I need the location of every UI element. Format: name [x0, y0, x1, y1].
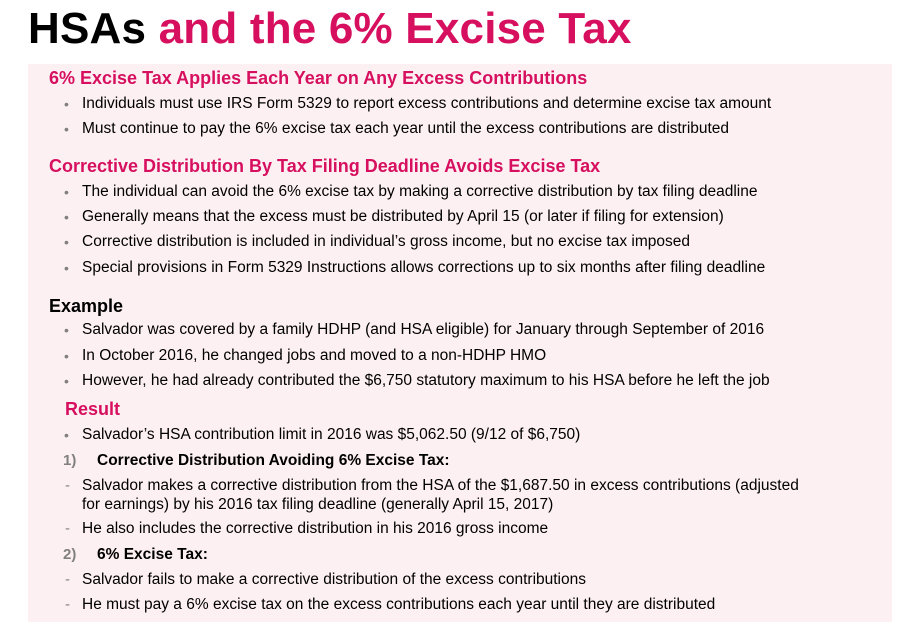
bullet-text: Salvador was covered by a family HDHP (and HSA eligible) for January through September of 2016 — [82, 321, 765, 338]
option-number: 1) — [63, 452, 77, 469]
dash-text: He also includes the corrective distribution in his 2016 gross income — [82, 520, 549, 537]
dash-text: He must pay a 6% excise tax on the excess contributions each year until they are distributed — [82, 596, 716, 613]
bullet-text: Generally means that the excess must be distributed by April 15 (or later if filing for extension) — [82, 208, 724, 225]
bullet-marker: • — [64, 209, 69, 225]
section-heading-corrective-distribution: Corrective Distribution By Tax Filing Deadline Avoids Excise Tax — [49, 156, 601, 176]
option-number: 2) — [63, 546, 77, 563]
bullet-marker: • — [64, 427, 69, 443]
dash-marker: - — [65, 520, 70, 537]
title-part-hsas: HSAs — [28, 4, 147, 53]
option-label-corrective-distribution: Corrective Distribution Avoiding 6% Excise Tax: — [97, 452, 450, 469]
option-label-excise-tax: 6% Excise Tax: — [97, 546, 208, 563]
bullet-text: Must continue to pay the 6% excise tax each year until the excess contributions are distributed — [82, 120, 730, 137]
page-title — [28, 2, 632, 56]
title-part-excise-tax: and the 6% Excise Tax — [158, 4, 632, 53]
dash-text-continued: for earnings) by his 2016 tax filing deadline (generally April 15, 2017) — [82, 496, 554, 513]
bullet-text: However, he had already contributed the $6,750 statutory maximum to his HSA before he left the job — [82, 372, 770, 389]
bullet-text: Corrective distribution is included in individual’s gross income, but no excise tax imposed — [82, 233, 690, 250]
dash-marker: - — [65, 571, 70, 588]
result-heading: Result — [65, 399, 121, 419]
dash-marker: - — [65, 477, 70, 494]
example-heading: Example — [49, 296, 124, 316]
bullet-text: Salvador’s HSA contribution limit in 2016 was $5,062.50 (9/12 of $6,750) — [82, 426, 581, 443]
bullet-marker: • — [64, 348, 69, 364]
bullet-marker: • — [64, 373, 69, 389]
bullet-marker: • — [64, 260, 69, 276]
section-heading-excise-tax: 6% Excise Tax Applies Each Year on Any Excess Contributions — [49, 68, 588, 88]
dash-text: Salvador makes a corrective distribution from the HSA of the $1,687.50 in excess contributions (adjusted — [82, 477, 799, 494]
bullet-marker: • — [64, 96, 69, 112]
bullet-text: Individuals must use IRS Form 5329 to report excess contributions and determine excise tax amount — [82, 95, 772, 112]
dash-text: Salvador fails to make a corrective distribution of the excess contributions — [82, 571, 586, 588]
dash-marker: - — [65, 596, 70, 613]
bullet-marker: • — [64, 322, 69, 338]
bullet-marker: • — [64, 121, 69, 137]
bullet-marker: • — [64, 234, 69, 250]
bullet-text: In October 2016, he changed jobs and moved to a non-HDHP HMO — [82, 347, 547, 364]
bullet-marker: • — [64, 184, 69, 200]
bullet-text: The individual can avoid the 6% excise tax by making a corrective distribution by tax filing deadline — [82, 183, 758, 200]
bullet-text: Special provisions in Form 5329 Instructions allows corrections up to six months after filing deadline — [82, 259, 766, 276]
